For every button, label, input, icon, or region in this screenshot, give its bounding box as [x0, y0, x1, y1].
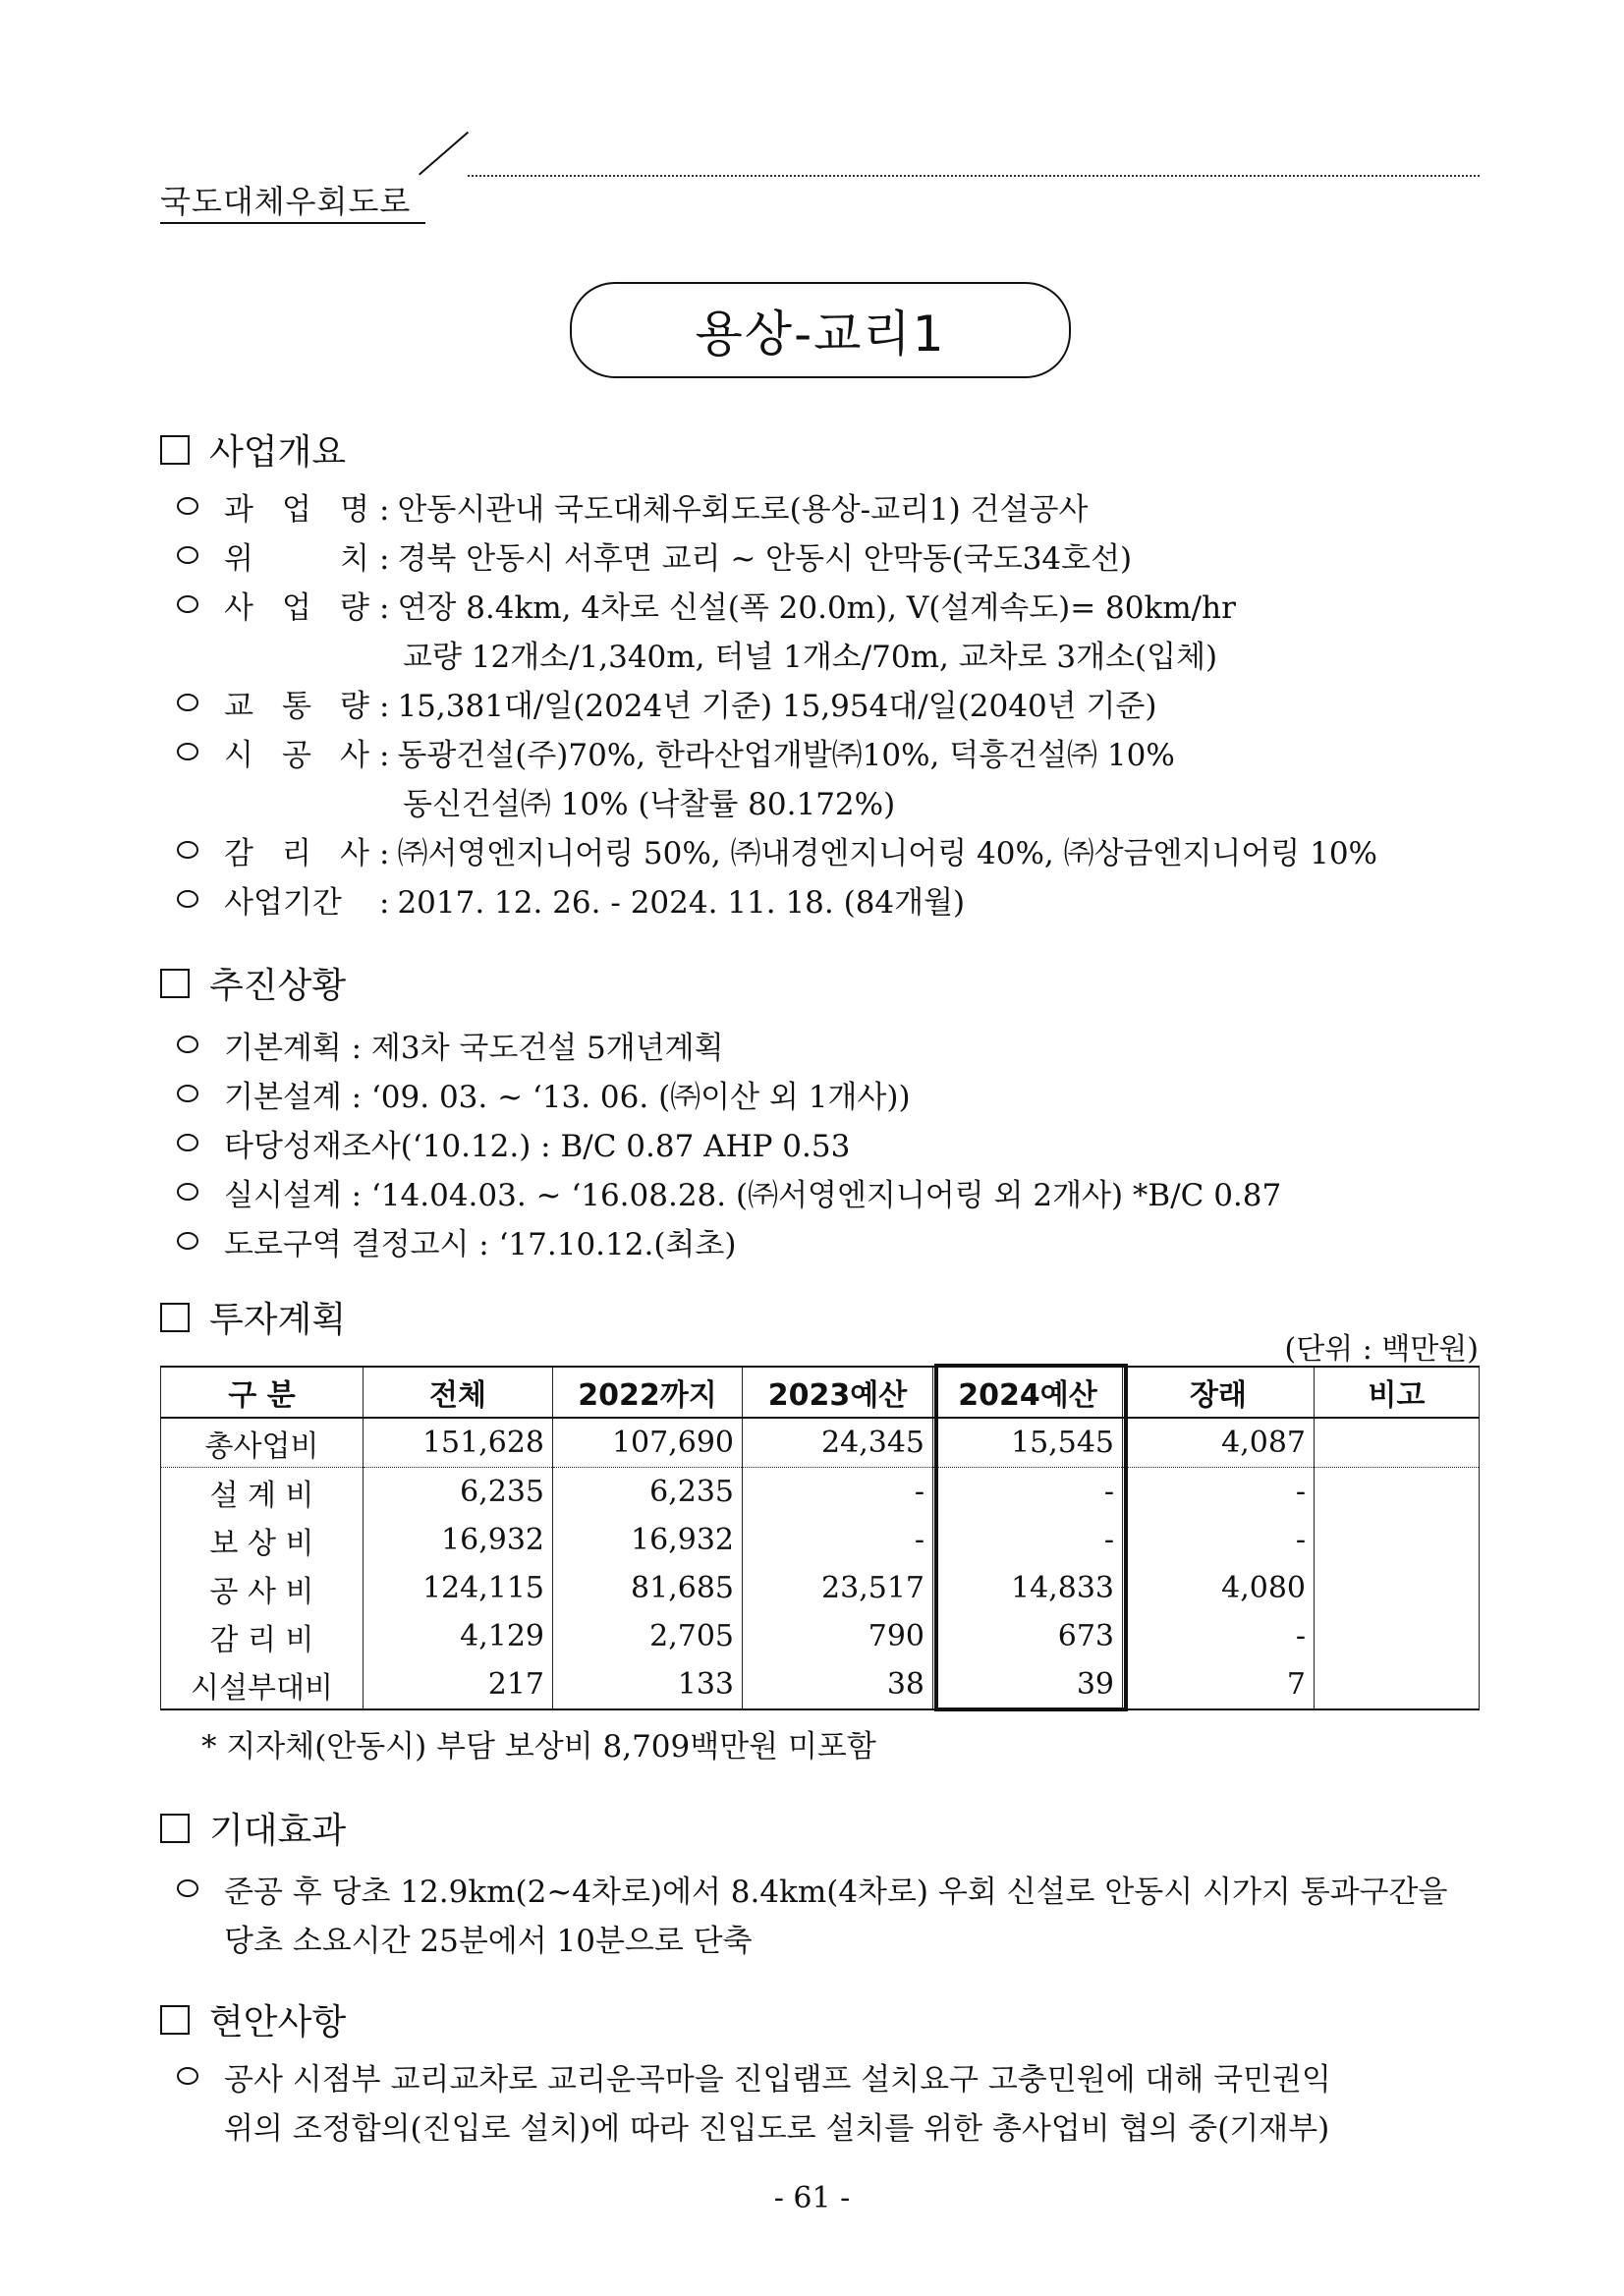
issue-line: 위의 조정합의(진입로 설치)에 따라 진입도로 설치를 위한 총사업비 협의 중(기재부) — [224, 2111, 1330, 2147]
table-cell: 15,545 — [933, 1418, 1123, 1468]
bullet-circle-icon — [177, 595, 198, 613]
overview-item: 사 업 량 : 연장 8.4km, 4차로 신설(폭 20.0m), V(설계속도)= 80km/hr — [224, 590, 1236, 626]
table-cell — [1315, 1468, 1480, 1517]
overview-item: 교 통 량 : 15,381대/일(2024년 기준) 15,954대/일(2040년 기준) — [224, 689, 1157, 724]
bullet-circle-icon — [177, 1879, 198, 1897]
table-cell: 4,087 — [1123, 1418, 1315, 1468]
table-cell: 6,235 — [364, 1468, 553, 1517]
column-header: 비고 — [1315, 1367, 1480, 1418]
table-cell: 39 — [933, 1660, 1123, 1709]
section-progress — [160, 958, 346, 1008]
section-effect — [160, 1803, 346, 1853]
effect-line: 준공 후 당초 12.9km(2~4차로)에서 8.4km(4차로) 우회 신설로 안동시 시가지 통과구간을 — [224, 1875, 1448, 1910]
table-cell: 673 — [933, 1612, 1123, 1660]
column-header: 구 분 — [161, 1367, 364, 1418]
row-label: 총사업비 — [161, 1418, 364, 1468]
table-cell: 790 — [743, 1612, 933, 1660]
overview-item: 감 리 사 : ㈜서영엔지니어링 50%, ㈜내경엔지니어링 40%, ㈜상금엔지니어링 10% — [224, 836, 1378, 871]
table-cell: 24,345 — [743, 1418, 933, 1468]
checkbox-square-icon — [160, 1303, 190, 1332]
table-cell: - — [1123, 1612, 1315, 1660]
table-cell: 14,833 — [933, 1564, 1123, 1612]
section-investment — [160, 1292, 346, 1342]
bullet-circle-icon — [177, 1085, 198, 1102]
table-cell: 23,517 — [743, 1564, 933, 1612]
table-header-row — [161, 1367, 1480, 1418]
row-label: 설 계 비 — [161, 1468, 364, 1517]
table-cell: 107,690 — [553, 1418, 743, 1468]
row-label: 보 상 비 — [161, 1516, 364, 1564]
bullet-circle-icon — [177, 2067, 198, 2085]
table-cell: 2,705 — [553, 1612, 743, 1660]
table-cell: 124,115 — [364, 1564, 553, 1612]
table-row — [161, 1660, 1480, 1709]
bullet-circle-icon — [177, 497, 198, 515]
section-heading: 기대효과 — [209, 1811, 347, 1851]
table-cell: - — [1123, 1468, 1315, 1517]
table-cell: 217 — [364, 1660, 553, 1709]
overview-item: 과 업 명 : 안동시관내 국도대체우회도로(용상-교리1) 건설공사 — [224, 492, 1089, 528]
header-underline — [160, 222, 425, 224]
table-row — [161, 1418, 1480, 1468]
checkbox-square-icon — [160, 1814, 190, 1843]
table-cell: - — [1123, 1516, 1315, 1564]
table-cell — [1315, 1612, 1480, 1660]
column-header: 장래 — [1123, 1367, 1315, 1418]
column-header: 2023예산 — [743, 1367, 933, 1418]
section-heading: 투자계획 — [209, 1300, 347, 1340]
issue-line: 공사 시점부 교리교차로 교리운곡마을 진입램프 설치요구 고충민원에 대해 국민권익 — [224, 2062, 1331, 2098]
column-header: 전체 — [364, 1367, 553, 1418]
table-row — [161, 1612, 1480, 1660]
unit-label: (단위 : 백만원) — [1284, 1332, 1479, 1367]
bullet-circle-icon — [177, 1134, 198, 1151]
section-heading: 추진상황 — [209, 966, 347, 1006]
table-cell — [1315, 1516, 1480, 1564]
header-dotted-line — [468, 175, 1480, 177]
overview-item: 시 공 사 : 동광건설(주)70%, 한라산업개발㈜10%, 덕흥건설㈜ 10% — [224, 738, 1175, 773]
page-title: 용상-교리1 — [695, 306, 946, 363]
page-number: - 61 - — [773, 2181, 851, 2215]
table-cell — [1315, 1660, 1480, 1709]
investment-table — [160, 1366, 1480, 1710]
bullet-circle-icon — [177, 546, 198, 564]
table-cell: 81,685 — [553, 1564, 743, 1612]
header-label: 국도대체우회도로 — [160, 183, 412, 220]
highlight-2024-column-box — [934, 1364, 1128, 1711]
overview-item-continuation: 동신건설㈜ 10% (낙찰률 80.172%) — [403, 787, 896, 822]
bullet-circle-icon — [177, 694, 198, 711]
table-cell: - — [933, 1468, 1123, 1517]
table-cell — [1315, 1564, 1480, 1612]
table-row — [161, 1468, 1480, 1517]
table-cell: 6,235 — [553, 1468, 743, 1517]
title-box — [570, 282, 1071, 378]
effect-line: 당초 소요시간 25분에서 10분으로 단축 — [224, 1924, 753, 1959]
column-header: 2022까지 — [553, 1367, 743, 1418]
column-header: 2024예산 — [933, 1367, 1123, 1418]
progress-item: 타당성재조사(‘10.12.) : B/C 0.87 AHP 0.53 — [224, 1129, 851, 1164]
overview-item: 위 치 : 경북 안동시 서후면 교리 ~ 안동시 안막동(국도34호선) — [224, 541, 1133, 577]
progress-item: 도로구역 결정고시 : ‘17.10.12.(최초) — [224, 1227, 737, 1262]
table-cell — [1315, 1418, 1480, 1468]
table-cell: 4,080 — [1123, 1564, 1315, 1612]
section-issues — [160, 1994, 346, 2044]
table-cell: 151,628 — [364, 1418, 553, 1468]
bullet-circle-icon — [177, 890, 198, 908]
table-cell: 133 — [553, 1660, 743, 1709]
table-cell: 7 — [1123, 1660, 1315, 1709]
table-cell: - — [743, 1468, 933, 1517]
progress-item: 기본계획 : 제3차 국도건설 5개년계획 — [224, 1031, 724, 1066]
overview-item: 사업기간 : 2017. 12. 26. - 2024. 11. 18. (84개월) — [224, 885, 966, 921]
bullet-circle-icon — [177, 743, 198, 760]
table-row — [161, 1564, 1480, 1612]
table-cell: 16,932 — [364, 1516, 553, 1564]
checkbox-square-icon — [160, 435, 190, 465]
checkbox-square-icon — [160, 969, 190, 998]
table-cell: 4,129 — [364, 1612, 553, 1660]
table-cell: - — [743, 1516, 933, 1564]
section-heading: 사업개요 — [209, 432, 347, 473]
table-row — [161, 1516, 1480, 1564]
row-label: 시설부대비 — [161, 1660, 364, 1709]
progress-item: 실시설계 : ‘14.04.03. ~ ‘16.08.28. (㈜서영엔지니어링 외 2개사) *B/C 0.87 — [224, 1178, 1282, 1213]
bullet-circle-icon — [177, 841, 198, 859]
bullet-circle-icon — [177, 1036, 198, 1053]
header-slash — [419, 132, 469, 176]
table-footnote: * 지자체(안동시) 부담 보상비 8,709백만원 미포함 — [201, 1729, 876, 1764]
section-heading: 현안사항 — [209, 2002, 347, 2043]
progress-item: 기본설계 : ‘09. 03. ~ ‘13. 06. (㈜이산 외 1개사)) — [224, 1080, 911, 1115]
bullet-circle-icon — [177, 1232, 198, 1250]
table-cell: - — [933, 1516, 1123, 1564]
section-overview — [160, 424, 346, 475]
checkbox-square-icon — [160, 2005, 190, 2035]
row-label: 감 리 비 — [161, 1612, 364, 1660]
bullet-circle-icon — [177, 1183, 198, 1201]
table-cell: 16,932 — [553, 1516, 743, 1564]
row-label: 공 사 비 — [161, 1564, 364, 1612]
overview-item-continuation: 교량 12개소/1,340m, 터널 1개소/70m, 교차로 3개소(입체) — [403, 640, 1218, 675]
table-cell: 38 — [743, 1660, 933, 1709]
